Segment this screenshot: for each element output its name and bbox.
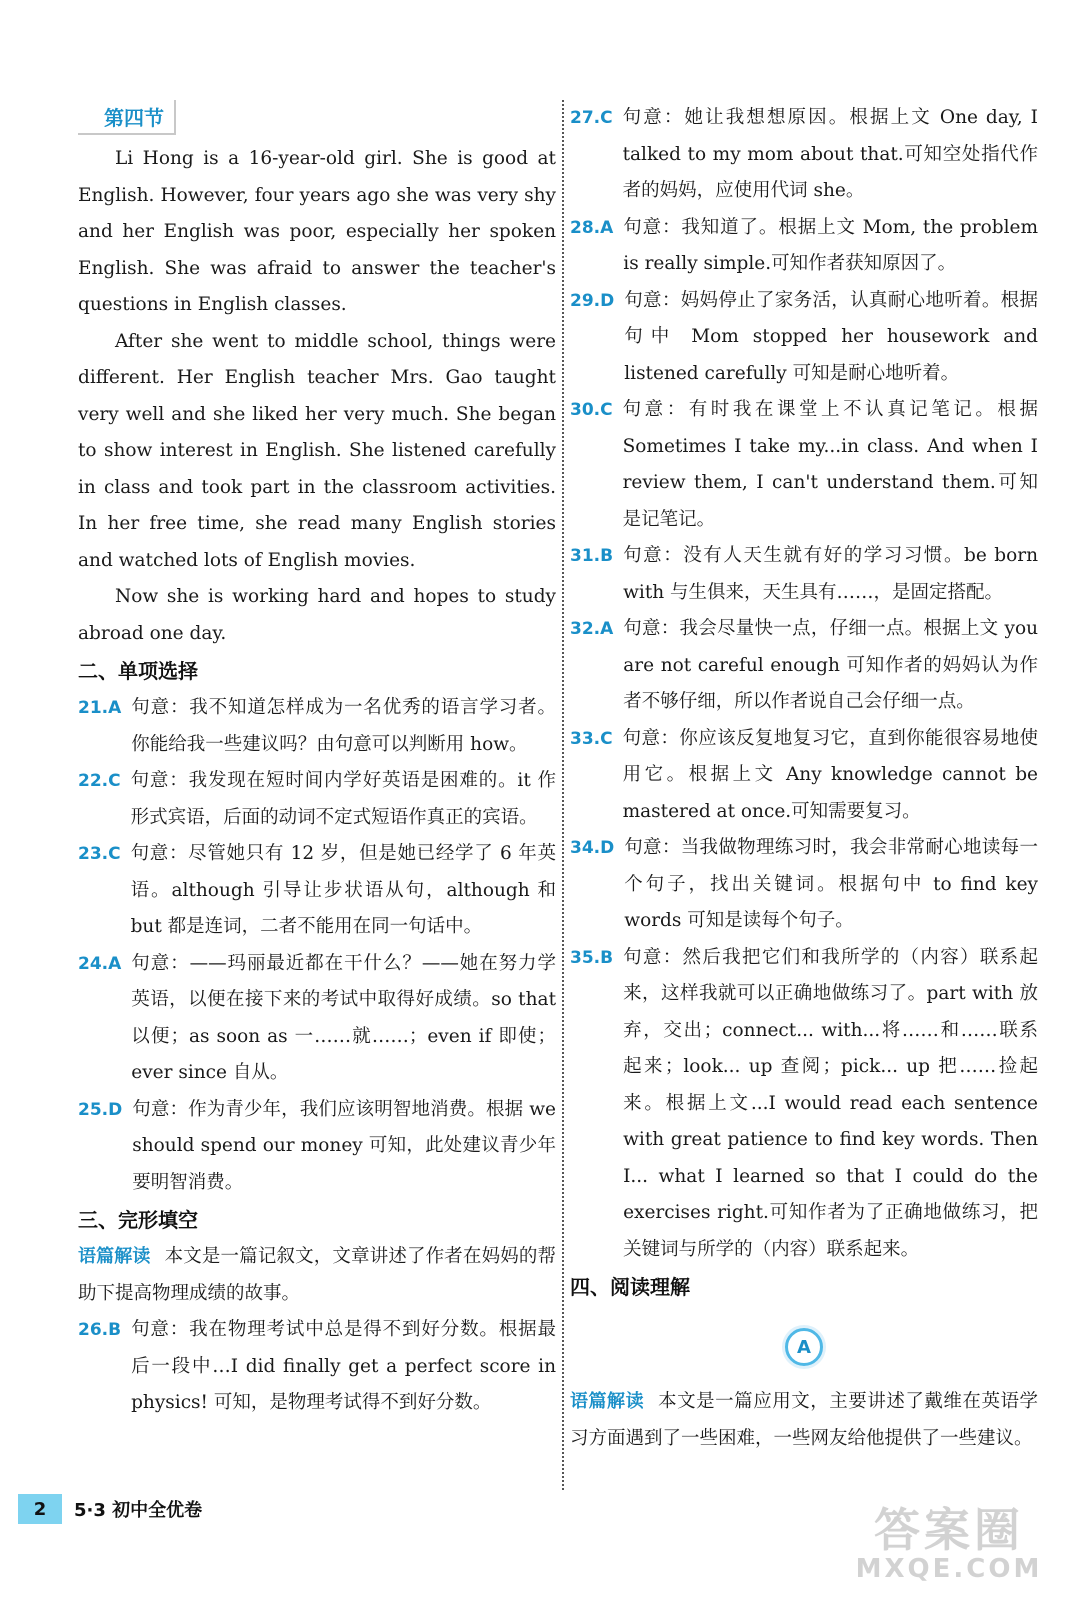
page-number: 2 <box>18 1494 62 1524</box>
answer-item <box>78 1092 556 1202</box>
answer-text: 句意：然后我把它们和我所学的（内容）联系起来，这样我就可以正确地做练习了。part with 放弃，交出；connect... with...将……和……联系起来；look... up 查阅；pick... up 把……捡起来。根据上文...I would read each sentence with great patience to find key words. Then I... what I learned so that I could do the exercises right.可知作者为了正确地做练习，把关键词与所学的（内容）联系起来。 <box>623 946 1038 1260</box>
right-column <box>570 100 1038 1457</box>
passage-a-badge: A <box>785 1328 823 1366</box>
answer-item <box>570 721 1038 831</box>
answer-item <box>570 830 1038 940</box>
answer-text: 句意：我知道了。根据上文 Mom, the problem is really simple.可知作者获知原因了。 <box>623 216 1038 274</box>
answer-text: 句意：你应该反复地复习它，直到你能很容易地使用它。根据上文 Any knowledge cannot be mastered at once.可知需要复习。 <box>622 727 1038 822</box>
answer-item <box>78 1312 556 1422</box>
answer-text: 句意：我不知道怎样成为一名优秀的语言学习者。你能给我一些建议吗？由句意可以判断用 how。 <box>131 697 556 755</box>
answer-number: 30.C <box>570 400 613 420</box>
answer-number: 24.A <box>78 953 122 974</box>
answer-number: 25.D <box>78 1099 123 1120</box>
answer-text: 句意：当我做物理练习时，我会非常耐心地读每一个句子，找出关键词。根据句中 to find key words 可知是读每个句子。 <box>624 837 1038 931</box>
answer-item <box>570 538 1038 611</box>
passage-paragraph: Li Hong is a 16-year-old girl. She is good at English. However, four years ago she was very shy and her English was poor, especially her spoken English. She was afraid to answer the teacher's questions in English classes. <box>78 148 556 315</box>
watermark-text: 答案圈 <box>874 1503 1024 1557</box>
answer-item <box>78 763 556 836</box>
answer-item <box>78 836 556 946</box>
column-divider <box>562 100 564 1490</box>
answer-item <box>570 940 1038 1269</box>
answer-text: 句意：有时我在课堂上不认真记笔记。根据 Sometimes I take my...in class. And when I review them, I can't understand them.可知是记笔记。 <box>622 399 1038 530</box>
answer-number: 34.D <box>570 838 615 858</box>
answer-number: 21.A <box>78 698 122 718</box>
section-heading: 四、阅读理解 <box>570 1275 690 1299</box>
answer-item <box>570 100 1038 210</box>
answer-text: 句意：我会尽量快一点，仔细一点。根据上文 you are not careful enough 可知作者的妈妈认为作者不够仔细，所以作者说自己会仔细一点。 <box>623 618 1038 712</box>
answer-number: 35.B <box>570 947 614 968</box>
left-column <box>78 100 556 1422</box>
answer-text: 句意：她让我想想原因。根据上文 One day, I talked to my mom about that.可知空处指代作者的妈妈，应使用代词 she。 <box>622 107 1038 201</box>
book-title: 5·3 初中全优卷 <box>74 1500 203 1521</box>
answer-item <box>570 210 1038 283</box>
answer-item <box>570 283 1038 393</box>
answer-text: 句意：妈妈停止了家务活，认真耐心地听着。根据句中 Mom stopped her housework and listened carefully 可知是耐心地听着。 <box>624 289 1038 384</box>
analysis-label: 语篇解读 <box>78 1246 151 1267</box>
analysis-paragraph <box>78 1239 556 1312</box>
answer-number: 22.C <box>78 771 121 791</box>
section-label: 第四节 <box>78 100 176 135</box>
answer-text: 句意：——玛丽最近都在干什么？——她在努力学英语，以便在接下来的考试中取得好成绩。so that 以便；as soon as 一……就……；even if 即使；ever since 自从。 <box>131 952 556 1083</box>
answer-text: 句意：作为青少年，我们应该明智地消费。根据 we should spend our money 可知，此处建议青少年要明智消费。 <box>132 1098 556 1193</box>
analysis-text: 本文是一篇应用文，主要讲述了戴维在英语学习方面遇到了一些困难，一些网友给他提供了一些建议。 <box>570 1391 1038 1449</box>
analysis-text: 本文是一篇记叙文，文章讲述了作者在妈妈的帮助下提高物理成绩的故事。 <box>78 1246 556 1304</box>
answer-number: 33.C <box>570 728 613 749</box>
answer-number: 32.A <box>570 619 614 639</box>
answer-item <box>570 392 1038 538</box>
section-heading: 二、单项选择 <box>78 659 198 683</box>
analysis-label: 语篇解读 <box>570 1391 645 1412</box>
answer-number: 28.A <box>570 217 614 238</box>
answer-text: 句意：我在物理考试中总是得不到好分数。根据最后一段中…I did finally get a perfect score in physics! 可知，是物理考试得不到好分数。 <box>131 1319 556 1413</box>
watermark-url: MXQE.COM <box>855 1554 1043 1584</box>
analysis-paragraph <box>570 1384 1038 1457</box>
answer-text: 句意：没有人天生就有好的学习习惯。be born with 与生俱来，天生具有……，是固定搭配。 <box>623 545 1038 603</box>
passage-paragraph: After she went to middle school, things were different. Her English teacher Mrs. Gao taught very well and she liked her very much. She began to show interest in English. She listened carefully in class and took part in the classroom activities. In her free time, she read many English stories and watched lots of English movies. <box>78 330 556 571</box>
answer-item <box>78 690 556 763</box>
answer-number: 27.C <box>570 108 613 128</box>
page-footer <box>18 1494 202 1524</box>
answer-number: 31.B <box>570 546 614 566</box>
watermark-logo <box>839 1494 1059 1594</box>
answer-text: 句意：我发现在短时间内学好英语是困难的。it 作形式宾语，后面的动词不定式短语作真正的宾语。 <box>130 770 556 828</box>
passage-paragraph: Now she is working hard and hopes to study abroad one day. <box>78 586 556 644</box>
answer-number: 29.D <box>570 290 615 311</box>
answer-number: 23.C <box>78 844 121 864</box>
answer-item <box>570 611 1038 721</box>
answer-text: 句意：尽管她只有 12 岁，但是她已经学了 6 年英语。although 引导让步状语从句，although 和 but 都是连词，二者不能用在同一句话中。 <box>130 843 556 937</box>
answer-number: 26.B <box>78 1320 122 1340</box>
section-heading: 三、完形填空 <box>78 1208 198 1232</box>
answer-item <box>78 946 556 1092</box>
